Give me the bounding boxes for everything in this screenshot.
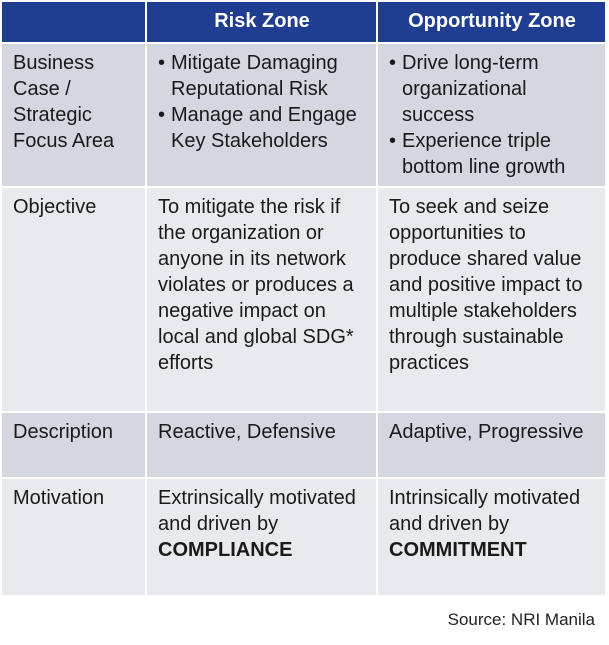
bullet-item: • Drive long-term organizational success bbox=[389, 50, 595, 128]
risk-cell bbox=[146, 478, 377, 596]
opportunity-cell bbox=[377, 43, 606, 187]
row-label: Description bbox=[1, 412, 146, 478]
opportunity-cell: Adaptive, Progressive bbox=[377, 412, 606, 478]
bullet-item: • Manage and Engage Key Stakeholders bbox=[158, 102, 366, 154]
risk-cell: Reactive, Defensive bbox=[146, 412, 377, 478]
row-label: Objective bbox=[1, 187, 146, 412]
header-row bbox=[1, 1, 606, 43]
motivation-text: Intrinsically motivated and driven by bbox=[389, 487, 581, 535]
opportunity-cell bbox=[377, 478, 606, 596]
header-risk-zone: Risk Zone bbox=[146, 1, 377, 43]
row-label: Motivation bbox=[1, 478, 146, 596]
risk-cell: To mitigate the risk if the organization or anyone in its network violates or produces a negative impact on local and global SDG* efforts bbox=[146, 187, 377, 412]
bullet-item: • Experience triple bottom line growth bbox=[389, 128, 595, 180]
row-objective bbox=[1, 187, 606, 412]
motivation-text: Extrinsically motivated and driven by bbox=[158, 487, 356, 535]
row-label: Business Case / Strategic Focus Area bbox=[1, 43, 146, 187]
motivation-keyword: COMPLIANCE bbox=[158, 539, 293, 561]
source-caption: Source: NRI Manila bbox=[447, 610, 595, 629]
bullet-item: • Mitigate Damaging Reputational Risk bbox=[158, 50, 366, 102]
opportunity-cell: To seek and seize opportunities to produce shared value and positive impact to multiple stakeholders through sustainable practices bbox=[377, 187, 606, 412]
header-opportunity-zone: Opportunity Zone bbox=[377, 1, 606, 43]
motivation-keyword: COMMITMENT bbox=[389, 539, 527, 561]
header-empty-cell bbox=[1, 1, 146, 43]
row-business-case bbox=[1, 43, 606, 187]
row-motivation bbox=[1, 478, 606, 596]
row-description bbox=[1, 412, 606, 478]
risk-cell bbox=[146, 43, 377, 187]
